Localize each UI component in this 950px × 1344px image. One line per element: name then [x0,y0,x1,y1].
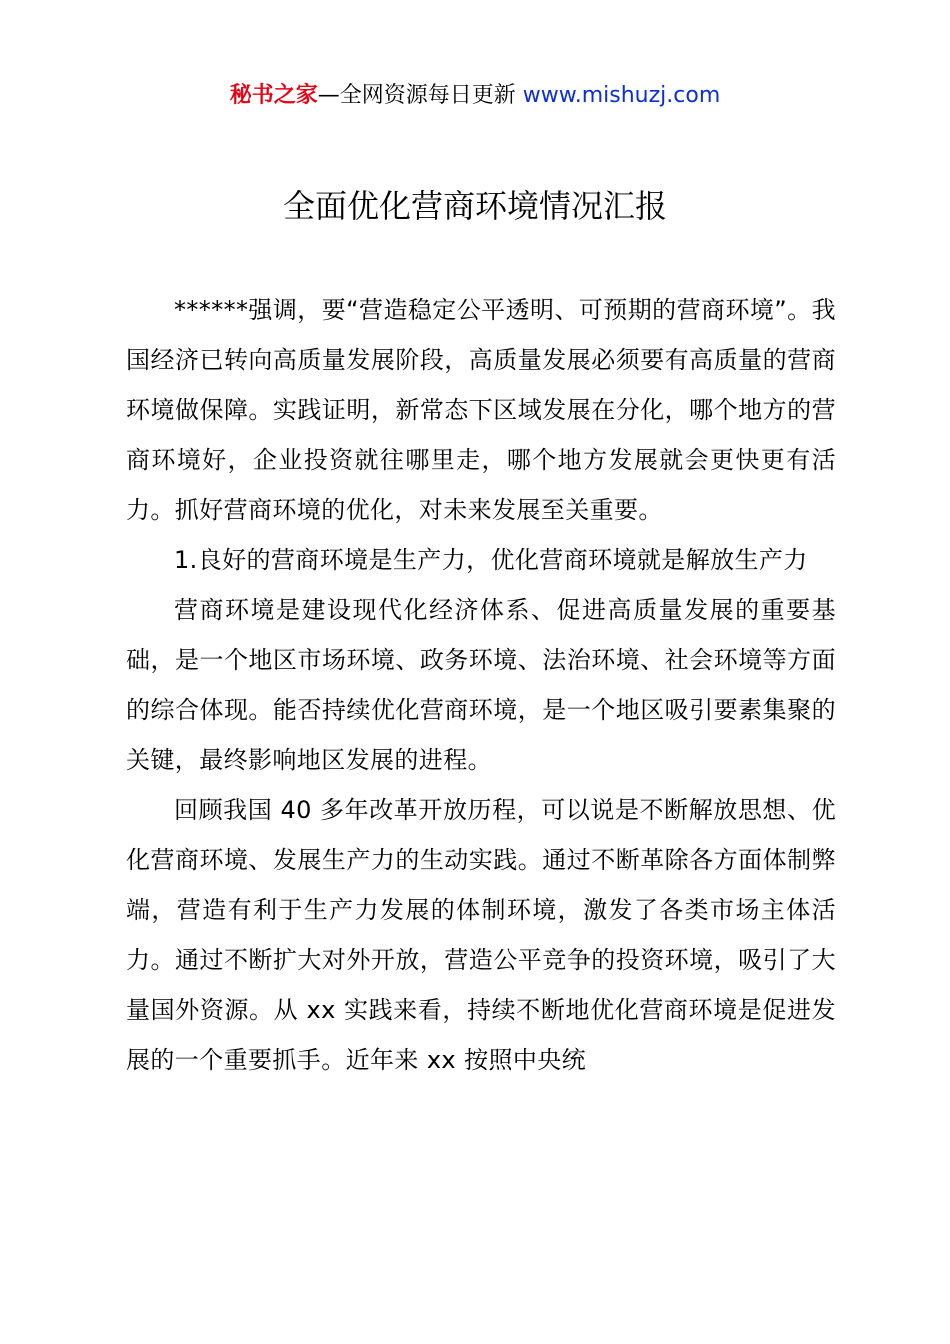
document-body [126,285,836,1085]
site-url-link[interactable]: www.mishuzj.com [522,83,721,108]
document-title: 全面优化营商环境情况汇报 [282,187,667,225]
paragraph-reform-history: 回顾我国 40 多年改革开放历程，可以说是不断解放思想、优化营商环境、发展生产力的生动实践。通过不断革除各方面体制弊端，营造有利于生产力发展的体制环境，激发了各类市场主体活力。通过不断扩大对外开放，营造公平竞争的投资环境，吸引了大量国外资源。从 xx 实践来看，持续不断地优化营商环境是促进发展的一个重要抓手。近年来 xx 按照中央统 [126,796,836,1074]
site-header [0,80,950,112]
site-tagline: —全网资源每日更新 [317,83,523,108]
site-brand: 秘书之家 [229,83,318,108]
paragraph-business-environment: 营商环境是建设现代化经济体系、促进高质量发展的重要基础，是一个地区市场环境、政务环境、法治环境、社会环境等方面的综合体现。能否持续优化营商环境，是一个地区吸引要素集聚的关键，最终影响地区发展的进程。 [126,596,836,774]
paragraph-intro: ******强调，要“营造稳定公平透明、可预期的营商环境”。我国经济已转向高质量发展阶段，高质量发展必须要有高质量的营商环境做保障。实践证明，新常态下区域发展在分化，哪个地方的营商环境好，企业投资就往哪里走，哪个地方发展就会更快更有活力。抓好营商环境的优化，对未来发展至关重要。 [126,296,836,524]
section-heading-1: 1.良好的营商环境是生产力，优化营商环境就是解放生产力 [174,546,808,574]
